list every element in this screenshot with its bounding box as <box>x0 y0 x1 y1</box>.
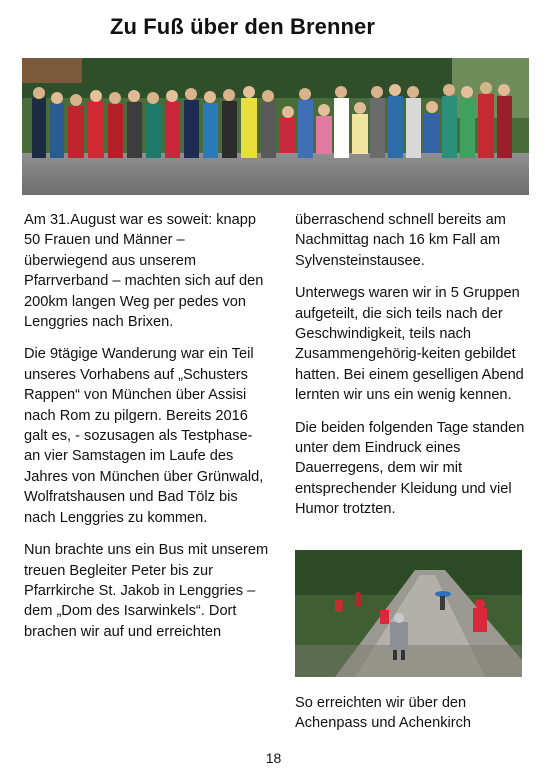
paragraph: Die beiden folgenden Tage standen unter dem Eindruck eines Dauerregens, dem wir mit entsprechender Kleidung und viel Humor trotzten. <box>295 419 525 518</box>
paragraph: Unterwegs waren wir in 5 Gruppen aufgeteilt, die sich teils nach der Geschwindigkeit, teils nach Zusammengehörig-keiten gebildet hatten. Bei einem geselligen Abend lernten wir uns ein wenig kennen. <box>295 285 524 404</box>
group-photo-image <box>22 58 529 195</box>
right-text-column <box>295 210 527 532</box>
rain-hike-photo-image <box>295 550 522 677</box>
right-bottom-text <box>295 693 527 746</box>
paragraph: überraschend schnell bereits am Nachmittag nach 16 km Fall am Sylvensteinstausee. <box>295 212 506 269</box>
group-photo <box>22 58 529 195</box>
paragraph: Nun brachte uns ein Bus mit unserem treuen Begleiter Peter bis zur Pfarrkirche St. Jakob in Lenggries – dem „Dom des Isarwinkels“. Dort brachen wir auf und erreichten <box>24 542 269 640</box>
paragraph: Am 31.August war es soweit: knapp 50 Frauen und Männer – überwiegend aus unserem Pfarrverband – machten sich auf den 200km langen Weg per pedes von Lenggries nach Brixen. <box>24 212 264 331</box>
page-title: Zu Fuß über den Brenner <box>109 14 376 39</box>
rain-hike-photo <box>295 550 522 677</box>
paragraph: Die 9tägige Wanderung war ein Teil unseres Vorhabens auf „Schusters Rappen“ von München über Assisi nach Rom zu pilgern. Bereits 2016 galt es, - sozusagen als Testphase- an vier Samstagen im Laufe des Jahres von München über Grünwald, Wolfratshausen und Bad Tölz bis nach Lenggries zu kommen. <box>24 346 264 526</box>
left-text-column <box>24 210 270 654</box>
page-number: 18 <box>265 750 282 766</box>
paragraph: So erreichten wir über den Achenpass und Achenkirch <box>295 695 472 732</box>
